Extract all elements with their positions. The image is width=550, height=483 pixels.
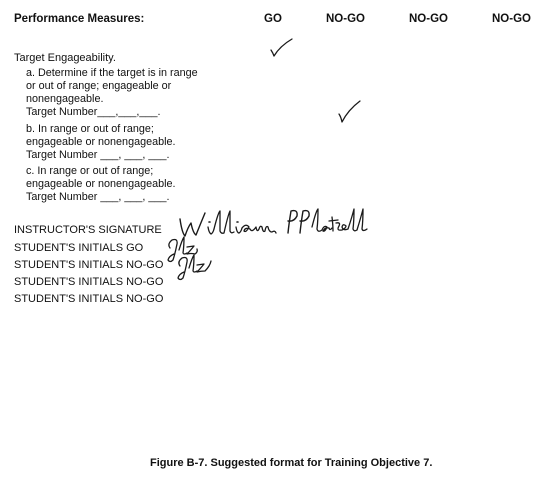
measure-a-line-3: nonengageable. — [26, 93, 104, 105]
column-nogo-header-2: NO-GO — [409, 13, 448, 25]
figure-caption: Figure B-7. Suggested format for Training Objective 7. — [150, 457, 433, 469]
column-nogo-header-3: NO-GO — [492, 13, 531, 25]
performance-measures-heading: Performance Measures: — [14, 13, 145, 25]
student-initials-go-label: STUDENT'S INITIALS GO — [14, 242, 144, 254]
measure-a-line-2: or out of range; engageable or — [26, 80, 172, 92]
student-initials-nogo-label-2: STUDENT'S INITIALS NO-GO — [14, 276, 164, 288]
measure-b-line-1: b. In range or out of range; — [26, 123, 154, 135]
instructor-signature-label: INSTRUCTOR'S SIGNATURE — [14, 224, 162, 236]
instructor-signature — [176, 203, 372, 243]
measure-item-title: Target Engageability. — [14, 52, 116, 64]
measure-a-line-1: a. Determine if the target is in range — [26, 67, 198, 79]
column-go-header: GO — [264, 13, 282, 25]
column-nogo-header-1: NO-GO — [326, 13, 365, 25]
measure-c-line-1: c. In range or out of range; — [26, 165, 154, 177]
measure-b-target-number: Target Number ___, ___, ___. — [26, 149, 170, 161]
measure-b-line-2: engageable or nonengageable. — [26, 136, 176, 148]
student-initials-nogo-label-3: STUDENT'S INITIALS NO-GO — [14, 293, 164, 305]
measure-a-target-number: Target Number___,___,___. — [26, 106, 161, 118]
measure-c-target-number: Target Number ___, ___, ___. — [26, 191, 170, 203]
checkmark-icon — [270, 38, 294, 58]
checkmark-icon — [338, 100, 362, 124]
student-initials-nogo-label-1: STUDENT'S INITIALS NO-GO — [14, 259, 164, 271]
measure-c-line-2: engageable or nonengageable. — [26, 178, 176, 190]
student-initials-nogo — [174, 252, 214, 282]
